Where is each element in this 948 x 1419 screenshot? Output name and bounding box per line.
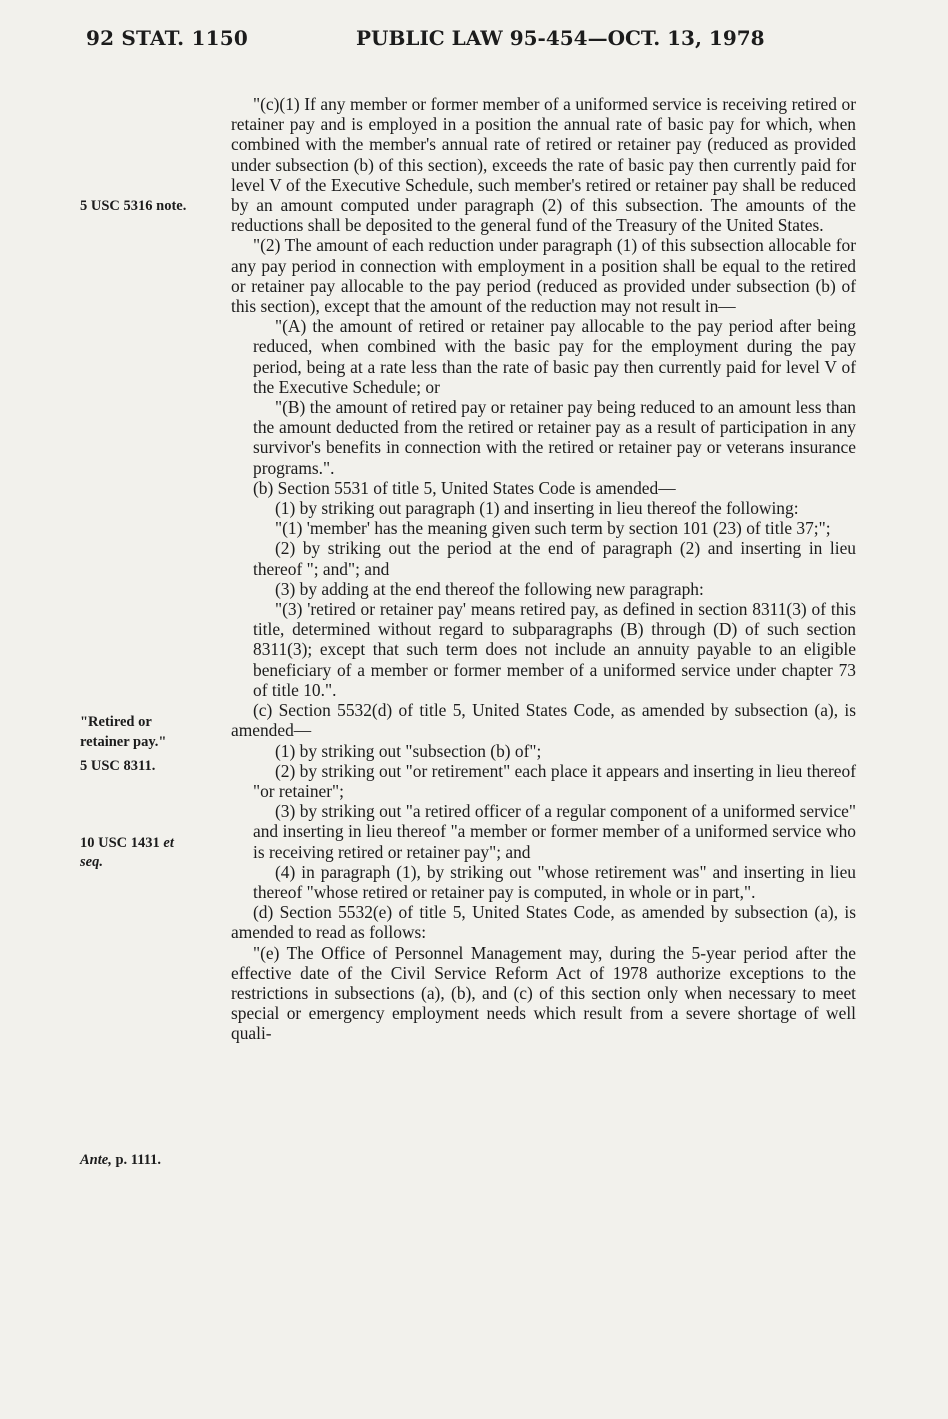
page-header: [0, 26, 948, 62]
margin-note-5usc5316: 5 USC 5316 note.: [80, 198, 187, 214]
statute-body: [231, 94, 856, 1044]
margin-note-ante-word: Ante,: [80, 1152, 112, 1168]
law-title: PUBLIC LAW 95-454—OCT. 13, 1978: [356, 26, 765, 50]
subparagraph-B: "(B) the amount of retired pay or retainer pay being reduced to an amount less than the amount deducted from the retired or retainer pay as a result of participation in any survivor's benefits in connection with the retired or retainer pay or veterans insurance programs.".: [253, 397, 856, 478]
margin-note-retired-or-retainer-pay-line1: "Retired or: [80, 714, 152, 730]
margin-note-ante-page: p. 1111.: [111, 1152, 161, 1168]
margin-note-retired-or-retainer-pay-line2: retainer pay.": [80, 734, 167, 750]
subsection-e-quote: "(e) The Office of Personnel Management may, during the 5-year period after the effective date of the Civil Service Reform Act of 1978 authorize exceptions to the restrictions in subsections (a), (b), and (c) of this section only when necessary to meet special or emergency employment needs which result from a severe shortage of well quali-: [231, 942, 856, 1044]
subsection-c-item-4: (4) in paragraph (1), by striking out "whose retirement was" and inserting in lieu thereof "whose retired or retainer pay is computed, in whole or in part,".: [253, 861, 856, 902]
subsection-d: (d) Section 5532(e) of title 5, United States Code, as amended by subsection (a), is amended to read as follows:: [231, 902, 856, 943]
subsection-b-item-2: (2) by striking out the period at the end of paragraph (2) and inserting in lieu thereof "; and"; and: [253, 538, 856, 579]
subsection-c: (c) Section 5532(d) of title 5, United States Code, as amended by subsection (a), is amended—: [231, 700, 856, 741]
subsection-b-item-3: (3) by adding at the end thereof the following new paragraph:: [275, 578, 704, 599]
subsection-c-item-3: (3) by striking out "a retired officer of a regular component of a uniformed service" and inserting in lieu thereof "a member or former member of a uniformed service who is receiving retired or retainer pay"; and: [253, 801, 856, 862]
margin-note-seq: seq.: [80, 854, 103, 870]
paragraph-c2: "(2) The amount of each reduction under paragraph (1) of this subsection allocable for any pay period in connection with employment in a position shall be equal to the retired or retainer pay allocable to the pay period (reduced as provided under subsection (b) of this section), except that the amount of the reduction may not result in—: [231, 235, 856, 317]
subsection-c-item-2: (2) by striking out "or retirement" each place it appears and inserting in lieu thereof "or retainer";: [253, 760, 856, 801]
subsection-c-item-1: (1) by striking out "subsection (b) of";: [275, 740, 542, 761]
margin-note-ante: [80, 1151, 220, 1169]
margin-note-5usc8311: 5 USC 8311.: [80, 758, 156, 774]
margin-note-et: et: [163, 835, 174, 851]
subparagraph-A: "(A) the amount of retired or retainer pay allocable to the pay period after being reduced, when combined with the basic pay for the employment during the pay period, being at a rate less than the rate of basic pay then currently paid for level V of the Executive Schedule; or: [253, 316, 856, 397]
subsection-b-item-1: (1) by striking out paragraph (1) and inserting in lieu thereof the following:: [275, 498, 799, 519]
subsection-b: (b) Section 5531 of title 5, United States Code is amended—: [253, 477, 676, 498]
paragraph-c1: "(c)(1) If any member or former member of a uniformed service is receiving retired or retainer pay and is employed in a position the annual rate of basic pay for which, when combined with the member's annual rate of retired or retainer pay (reduced as provided under subsection (b) of this section), exceeds the rate of basic pay then currently paid for level V of the Executive Schedule, such member's retired or retainer pay shall be reduced by an amount computed under paragraph (2) of this subsection. The amounts of the reductions shall be deposited to the general fund of the Treasury of the United States.: [231, 94, 856, 236]
statute-page-number: 92 STAT. 1150: [86, 26, 248, 50]
margin-note-10usc1431: [80, 834, 220, 852]
subsection-b-quote-3: "(3) 'retired or retainer pay' means retired pay, as defined in section 8311(3) of this title, determined without regard to subparagraphs (B) through (D) of such section 8311(3); except that such term does not include an annuity payable to an eligible beneficiary of a member or former member of a uniformed service under chapter 73 of title 10.".: [253, 599, 856, 700]
margin-note-10usc1431-ref: 10 USC 1431: [80, 835, 160, 851]
subsection-b-quote-1: "(1) 'member' has the meaning given such term by section 101 (23) of title 37;";: [275, 518, 831, 539]
